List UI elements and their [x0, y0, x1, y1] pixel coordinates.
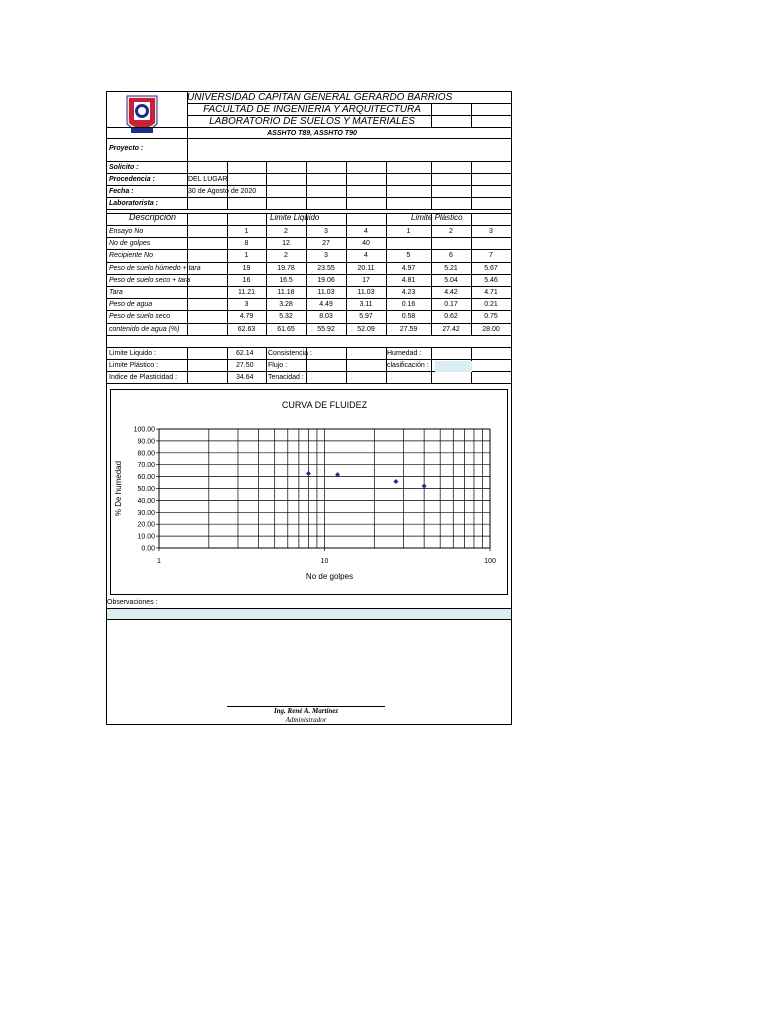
table-cell: 0.16: [401, 301, 416, 309]
y-tick-label: 40.00: [137, 497, 155, 505]
y-tick-label: 70.00: [137, 462, 155, 470]
table-cell: 1: [406, 228, 411, 235]
table-cell: 5.32: [279, 313, 293, 321]
table-cell: 3: [324, 228, 328, 235]
ip-summary-label: Indice de Plasticidad :: [109, 374, 178, 381]
lp-summary-value: 27.50: [236, 362, 254, 369]
table-cell: 5: [406, 252, 411, 260]
flujo-label: Flujo :: [268, 362, 288, 369]
soil-lab-sheet: [106, 91, 512, 725]
table-cell: 11.18: [277, 289, 295, 296]
university-logo: [125, 94, 159, 138]
fecha-value: 30 de Agosto de 2020: [188, 188, 257, 195]
table-cell: 7: [489, 252, 493, 260]
table-cell: 0.58: [401, 313, 416, 321]
ll-summary-label: Limite Liquido :: [109, 350, 157, 357]
consistencia-label: Consistencia :: [268, 350, 312, 357]
row-label: No de golpes: [109, 240, 151, 248]
table-cell: 0.75: [484, 313, 498, 321]
table-cell: 17: [362, 276, 370, 284]
table-cell: 2: [284, 228, 288, 235]
table-cell: 16: [242, 276, 251, 284]
table-cell: 27.59: [399, 325, 418, 333]
table-cell: 5.46: [484, 276, 498, 284]
observaciones-label: Observaciones :: [107, 599, 158, 606]
y-tick-label: 10.00: [137, 533, 155, 541]
procedencia-value: DEL LUGAR: [188, 176, 228, 183]
table-cell: 1: [244, 252, 249, 260]
x-tick-label: 10: [320, 558, 329, 565]
table-cell: 4.23: [401, 289, 416, 296]
table-cell: 11.03: [357, 289, 375, 296]
limite-liquido-header: Limite Liquido: [270, 213, 320, 222]
proyecto-label: Proyecto :: [109, 145, 144, 152]
table-cell: 4.49: [319, 301, 333, 309]
row-label: Recipiente No: [109, 252, 153, 260]
procedencia-label: Procedencia :: [109, 176, 155, 183]
table-cell: 3: [489, 228, 493, 235]
table-cell: 5.67: [484, 264, 498, 272]
table-cell: 27: [322, 240, 330, 248]
y-tick-label: 100.00: [133, 426, 155, 434]
table-cell: 55.92: [317, 325, 335, 333]
x-tick-label: 100: [484, 558, 496, 565]
tenacidad-label: Tenacidad :: [268, 374, 304, 381]
humedad-label: Humedad :: [387, 350, 422, 357]
table-cell: 40: [362, 240, 370, 248]
table-cell: 3.11: [359, 301, 373, 309]
y-tick-label: 30.00: [137, 509, 155, 517]
flow-curve-svg: [111, 390, 507, 594]
ip-summary-value: 34.64: [236, 374, 254, 381]
table-cell: 0.62: [444, 313, 458, 321]
clasificacion-label: clasificación :: [387, 362, 429, 369]
table-cell: 2: [449, 228, 453, 235]
table-cell: 2: [284, 252, 288, 260]
ll-summary-value: 62.14: [236, 350, 254, 357]
table-cell: 0.21: [484, 301, 498, 309]
table-cell: 3.28: [279, 301, 293, 309]
table-cell: 1: [244, 228, 249, 235]
table-cell: 5.21: [444, 264, 458, 272]
standard-subtitle: ASSHTO T89, ASSHTO T90: [267, 130, 357, 137]
lp-summary-label: Limite Plástico :: [109, 362, 159, 369]
row-label: Peso de agua: [109, 301, 153, 309]
signer-title: Administrador: [285, 716, 327, 724]
table-cell: 52.09: [357, 325, 375, 333]
table-cell: 5.04: [444, 276, 458, 284]
row-label: Tara: [109, 289, 123, 296]
y-tick-label: 0.00: [141, 545, 155, 553]
y-axis-label: % De humedad: [114, 460, 123, 517]
table-cell: 12: [282, 240, 290, 248]
table-cell: 5.97: [359, 313, 373, 321]
row-label: Peso de suelo seco + tara: [109, 276, 191, 284]
table-cell: 4.97: [401, 264, 416, 272]
table-cell: 4.42: [444, 289, 458, 296]
table-cell: 11.03: [317, 289, 335, 296]
laboratorista-label: Laboratorista :: [109, 200, 159, 207]
flow-curve-chart: [110, 389, 508, 595]
table-cell: 3: [244, 301, 249, 309]
y-tick-label: 90.00: [137, 438, 155, 446]
table-cell: 8.03: [319, 313, 333, 321]
row-label: Peso de suelo seco: [109, 313, 171, 321]
table-cell: 4: [364, 228, 368, 235]
row-label: contenido de agua (%): [109, 325, 180, 333]
table-cell: 4.71: [484, 289, 498, 296]
table-cell: 4: [364, 252, 368, 260]
table-cell: 19.78: [277, 264, 295, 272]
descripcion-header: Descripción: [129, 212, 177, 222]
table-cell: 8: [244, 240, 249, 248]
row-label: Ensayo No: [109, 228, 144, 235]
table-cell: 16.5: [279, 276, 293, 284]
university-title: UNIVERSIDAD CAPITAN GENERAL GERARDO BARRIOS: [187, 92, 453, 103]
table-cell: 27.42: [442, 325, 460, 333]
table-cell: 4.81: [401, 276, 416, 284]
table-cell: 61.65: [277, 325, 295, 333]
limite-plastico-header: Limite Plástico: [411, 213, 463, 222]
table-cell: 28.00: [482, 325, 500, 333]
table-cell: 6: [449, 252, 453, 260]
x-axis-label: No de golpes: [305, 572, 354, 581]
table-cell: 20.11: [357, 264, 375, 272]
table-cell: 19: [242, 264, 251, 272]
signer-name: Ing. René A. Martínez: [273, 707, 339, 715]
x-tick-label: 1: [157, 558, 161, 565]
table-cell: 23.55: [317, 264, 335, 272]
y-tick-label: 60.00: [137, 474, 155, 482]
table-cell: 3: [324, 252, 328, 260]
fecha-label: Fecha :: [109, 188, 134, 195]
table-cell: 4.79: [239, 313, 254, 321]
faculty-title: FACULTAD DE INGENIERIA Y ARQUITECTURA: [203, 104, 421, 115]
y-tick-label: 50.00: [137, 486, 155, 493]
chart-title: CURVA DE FLUIDEZ: [281, 400, 368, 410]
table-cell: 62.63: [237, 325, 256, 333]
table-cell: 0.17: [444, 301, 458, 309]
observaciones-band: [107, 608, 511, 620]
row-label: Peso de suelo húmedo + tara: [109, 264, 201, 272]
clasificacion-value-cell: [435, 361, 472, 372]
lab-title: LABORATORIO DE SUELOS Y MATERIALES: [209, 116, 415, 127]
y-tick-label: 20.00: [137, 521, 155, 529]
table-cell: 19.06: [317, 276, 335, 284]
table-cell: 11.21: [238, 289, 255, 296]
solicito-label: Solicito :: [109, 164, 139, 171]
y-tick-label: 80.00: [137, 450, 155, 458]
